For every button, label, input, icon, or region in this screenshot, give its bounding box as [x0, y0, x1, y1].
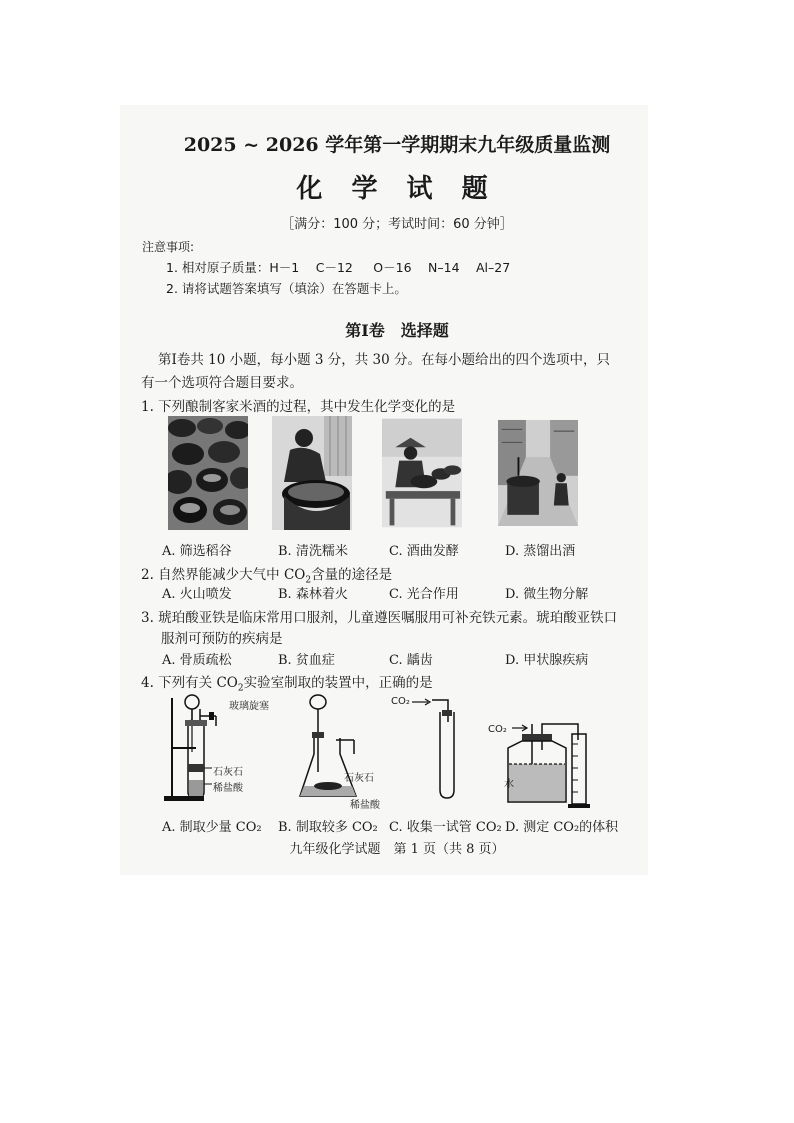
distilling-liquor-photo — [498, 416, 578, 530]
q1-stem: 1. 下列酿制客家米酒的过程，其中发生化学变化的是 — [141, 399, 456, 415]
label-co2-d: CO₂ — [488, 724, 507, 735]
q4-option-c: C. 收集一试管 CO₂ — [389, 820, 502, 835]
subject-title: 化 学 试 题 — [296, 174, 498, 204]
q2-option-a: A. 火山喷发 — [162, 587, 232, 602]
label-water-d: 水 — [504, 779, 514, 790]
label-acid-b: 稀盐酸 — [350, 800, 380, 811]
exam-meta: ［满分：100 分；考试时间：60 分钟］ — [281, 217, 513, 232]
q3-option-d: D. 甲状腺疾病 — [505, 653, 589, 668]
q3-stem-line1: 3. 琥珀酸亚铁是临床常用口服剂，儿童遵医嘱服用可补充铁元素。琥珀酸亚铁口 — [141, 610, 618, 626]
label-co2-c: CO₂ — [391, 696, 410, 707]
apparatus-c-diagram — [392, 692, 462, 804]
q2-option-d: D. 微生物分解 — [505, 587, 589, 602]
notice-item-2: 2. 请将试题答案填写（填涂）在答题卡上。 — [166, 281, 407, 296]
q4-option-a: A. 制取少量 CO₂ — [162, 820, 262, 835]
q2-option-b: B. 森林着火 — [278, 587, 348, 602]
q1-option-a: A. 筛选稻谷 — [162, 544, 232, 559]
q4-option-d: D. 测定 CO₂的体积 — [505, 820, 619, 835]
section-intro-line1: 第Ⅰ卷共 10 小题，每小题 3 分，共 30 分。在每小题给出的四个选项中，只 — [158, 352, 611, 368]
section-title: 第Ⅰ卷 选择题 — [345, 321, 449, 340]
label-limestone-b: 石灰石 — [344, 773, 374, 784]
q3-option-b: B. 贫血症 — [278, 653, 335, 668]
q1-option-d: D. 蒸馏出酒 — [505, 544, 576, 559]
rice-wine-jars-photo — [168, 416, 248, 530]
notice-item-1: 1. 相对原子质量：H－1 C－12 O－16 N–14 Al–27 — [166, 260, 511, 275]
section-intro-line2: 有一个选项符合题目要求。 — [141, 375, 303, 391]
koji-fermentation-photo — [382, 416, 462, 530]
washing-rice-photo — [272, 416, 352, 530]
exam-title: 2025 ~ 2026 学年第一学期期末九年级质量监测 — [183, 134, 611, 156]
label-limestone-a: 石灰石 — [213, 767, 243, 778]
label-acid-a: 稀盐酸 — [213, 783, 243, 794]
q1-option-c: C. 酒曲发酵 — [389, 544, 459, 559]
q3-stem-line2: 服剂可预防的疾病是 — [161, 631, 283, 647]
apparatus-b-diagram — [296, 692, 376, 804]
label-stopcock: 玻璃旋塞 — [229, 701, 269, 712]
notice-label: 注意事项: — [142, 240, 195, 254]
page-footer: 九年级化学试题 第 1 页（共 8 页） — [289, 842, 505, 857]
q4-stem: 4. 下列有关 $CO_2$实验室制取的装置中，正确的是 — [141, 675, 433, 694]
q3-option-a: A. 骨质疏松 — [162, 653, 232, 668]
q2-stem: 2. 自然界能减少大气中 $CO_2$含量的途径是 — [141, 567, 393, 586]
q4-option-b: B. 制取较多 CO₂ — [278, 820, 378, 835]
q1-option-b: B. 清洗糯米 — [278, 544, 348, 559]
q2-option-c: C. 光合作用 — [389, 587, 459, 602]
q3-option-c: C. 龋齿 — [389, 653, 433, 668]
